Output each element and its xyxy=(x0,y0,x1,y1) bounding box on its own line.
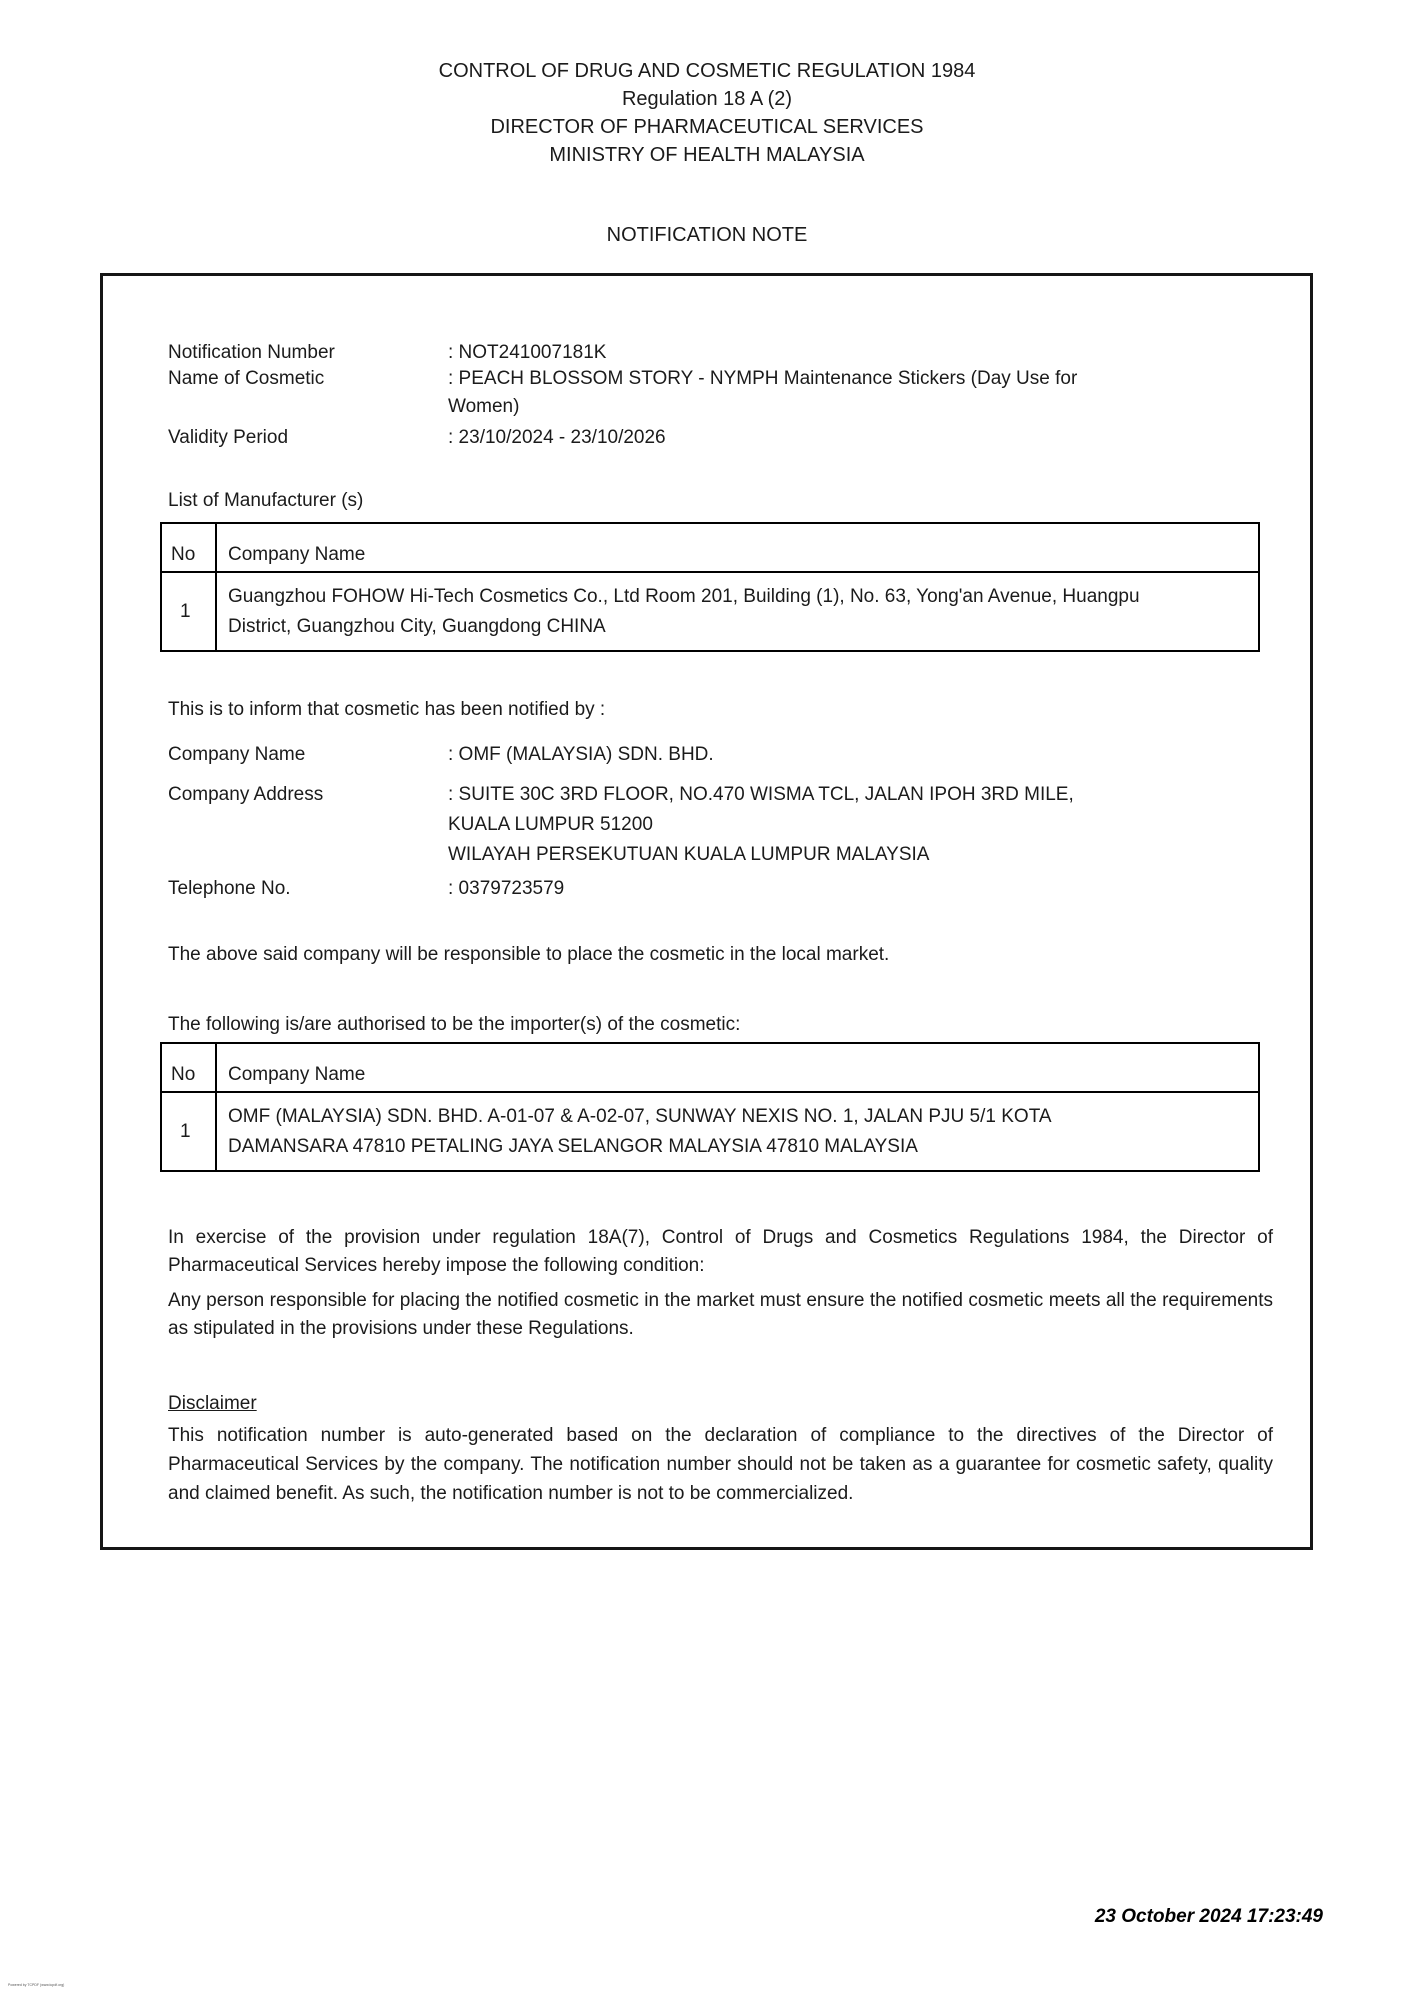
manufacturer-table-header-row xyxy=(161,523,1259,572)
telephone-value: : 0379723579 xyxy=(448,878,565,899)
telephone-row xyxy=(168,876,1310,901)
cosmetic-name-value: : PEACH BLOSSOM STORY - NYMPH Maintenance Stickers (Day Use for Women) xyxy=(448,368,1078,417)
header-line-regulation: CONTROL OF DRUG AND COSMETIC REGULATION 1984 xyxy=(438,60,976,82)
importer-table-row xyxy=(161,1092,1259,1171)
company-name-label: Company Name xyxy=(168,744,306,765)
validity-period-label: Validity Period xyxy=(168,427,289,448)
manufacturer-col-company: Company Name xyxy=(216,523,1259,572)
importer-row-no: 1 xyxy=(161,1092,216,1171)
manufacturer-company-text: Guangzhou FOHOW Hi-Tech Cosmetics Co., Ltd Room 201, Building (1), No. 63, Yong'an Avenue, Huangpu District, Guangzhou City, Guangdong CHINA xyxy=(228,585,1140,637)
company-address-value xyxy=(448,780,1310,870)
company-address-label: Company Address xyxy=(168,784,324,805)
company-address-line-1: : SUITE 30C 3RD FLOOR, NO.470 WISMA TCL, JALAN IPOH 3RD MILE, xyxy=(448,784,1074,805)
manufacturer-list-title: List of Manufacturer (s) xyxy=(168,490,364,511)
importer-intro: The following is/are authorised to be the importer(s) of the cosmetic: xyxy=(168,1014,741,1035)
company-name-row xyxy=(168,742,1310,767)
responsibility-statement: The above said company will be responsible to place the cosmetic in the local market. xyxy=(168,944,890,965)
pdf-generator-note: Powered by TCPDF (www.tcpdf.org) xyxy=(8,1983,65,1987)
importer-col-no: No xyxy=(161,1043,216,1092)
importer-table-header-row xyxy=(161,1043,1259,1092)
notification-number-value: : NOT241007181K xyxy=(448,342,607,363)
document-header xyxy=(0,0,1414,169)
notification-number-label: Notification Number xyxy=(168,342,335,363)
manufacturer-col-no: No xyxy=(161,523,216,572)
company-address-line-2: KUALA LUMPUR 51200 xyxy=(448,814,653,835)
company-address-row xyxy=(168,780,1310,870)
importer-company-text: OMF (MALAYSIA) SDN. BHD. A-01-07 & A-02-07, SUNWAY NEXIS NO. 1, JALAN PJU 5/1 KOTA DAMANSARA 47810 PETALING JAYA SELANGOR MALAYSIA 47810 MALAYSIA xyxy=(228,1105,1051,1157)
header-line-ministry: MINISTRY OF HEALTH MALAYSIA xyxy=(549,144,865,166)
notification-box xyxy=(100,273,1313,1550)
manufacturer-table xyxy=(160,522,1260,652)
importer-row-company xyxy=(216,1092,1259,1171)
manufacturer-row-no: 1 xyxy=(161,572,216,651)
header-line-director: DIRECTOR OF PHARMACEUTICAL SERVICES xyxy=(490,116,924,138)
generated-timestamp: 23 October 2024 17:23:49 xyxy=(1094,1906,1323,1927)
notification-number-row xyxy=(168,340,1310,365)
telephone-label: Telephone No. xyxy=(168,878,291,899)
condition-paragraph-2: Any person responsible for placing the notified cosmetic in the market must ensure the notified cosmetic meets all the requirements as stipulated in the provisions under these Regulations. xyxy=(168,1290,1273,1339)
condition-paragraph-1: In exercise of the provision under regulation 18A(7), Control of Drugs and Cosmetics Regulations 1984, the Director of Pharmaceutical Services hereby impose the following condition: xyxy=(168,1227,1273,1276)
disclaimer-title: Disclaimer xyxy=(168,1393,257,1414)
disclaimer-body: This notification number is auto-generated based on the declaration of compliance to the directives of the Director of Pharmaceutical Services by the company. The notification number should not be taken as a guarantee for cosmetic safety, quality and claimed benefit. As such, the notification number is not to be commercialized. xyxy=(168,1425,1273,1504)
company-address-line-3: WILAYAH PERSEKUTUAN KUALA LUMPUR MALAYSIA xyxy=(448,844,930,865)
manufacturer-table-row xyxy=(161,572,1259,651)
company-name-value: : OMF (MALAYSIA) SDN. BHD. xyxy=(448,744,714,765)
page-title: NOTIFICATION NOTE xyxy=(606,224,808,246)
header-line-regulation-sub: Regulation 18 A (2) xyxy=(621,88,793,110)
manufacturer-row-company xyxy=(216,572,1259,651)
cosmetic-name-label: Name of Cosmetic xyxy=(168,368,325,389)
notified-by-intro: This is to inform that cosmetic has been notified by : xyxy=(168,699,606,720)
validity-period-row xyxy=(168,425,1310,450)
cosmetic-name-row xyxy=(168,365,1310,421)
validity-period-value: : 23/10/2024 - 23/10/2026 xyxy=(448,427,666,448)
importer-table xyxy=(160,1042,1260,1172)
importer-col-company: Company Name xyxy=(216,1043,1259,1092)
